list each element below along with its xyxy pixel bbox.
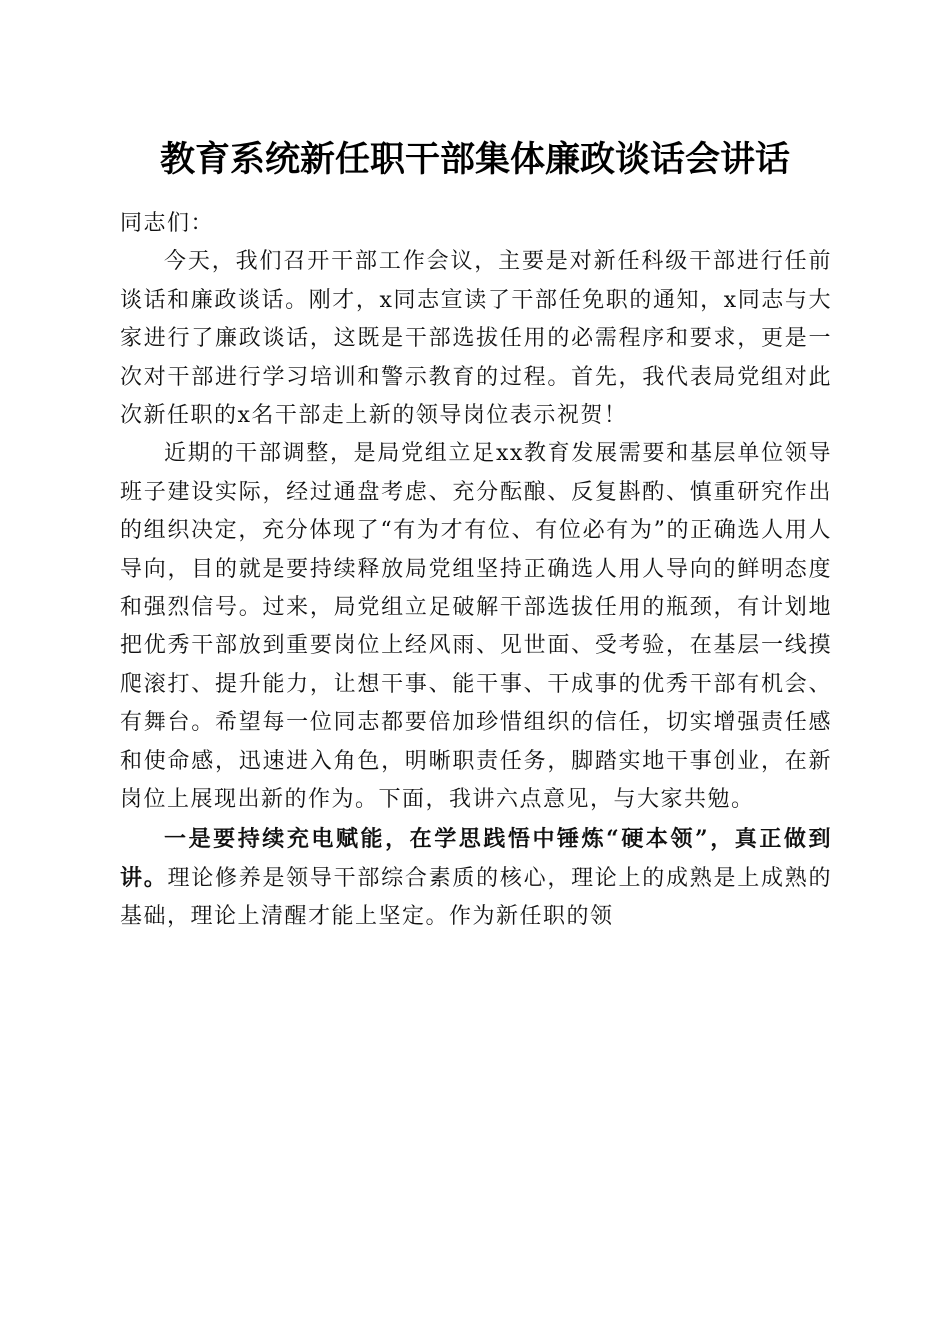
paragraph-opening [120, 243, 832, 435]
paragraph-cadre-adjustment [120, 435, 832, 819]
document-title: 教育系统新任职干部集体廉政谈话会讲话 [159, 139, 790, 180]
paragraph-text: 今天，我们召开干部工作会议，主要是对新任科级干部进行任前谈话和廉政谈话。刚才，x同志宣读了干部任免职的通知，x同志与大家进行了廉政谈话，这既是干部选拔任用的必需程序和要求，更是一次对干部进行学习培训和警示教育的过程。首先，我代表局党组对此次新任职的x名干部走上新的领导岗位表示祝贺！ [120, 249, 832, 429]
paragraph-point-one [120, 820, 832, 937]
point-heading: 一是要持续充电赋能，在学思践悟中锤炼“硬本领”，真正做到讲。 [120, 825, 832, 891]
paragraph-text: 近期的干部调整，是局党组立足xx教育发展需要和基层单位领导班子建设实际，经过通盘考虑、充分酝酿、反复斟酌、慎重研究作出的组织决定，充分体现了“有为才有位、有位必有为”的正确选人用人导向，目的就是要持续释放局党组坚持正确选人用人导向的鲜明态度和强烈信号。过来，局党组立足破解干部选拔任用的瓶颈，有计划地把优秀干部放到重要岗位上经风雨、见世面、受考验，在基层一线摸爬滚打、提升能力，让想干事、能干事、干成事的优秀干部有机会、有舞台。希望每一位同志都要倍加珍惜组织的信任，切实增强责任感和使命感，迅速进入角色，明晰职责任务，脚踏实地干事创业，在新岗位上展现出新的作为。下面，我讲六点意见，与大家共勉。 [120, 441, 832, 813]
paragraph-text: 理论修养是领导干部综合素质的核心，理论上的成熟是上成熟的基础，理论上清醒才能上坚定。作为新任职的领 [120, 865, 832, 930]
salutation: 同志们： [120, 211, 215, 236]
document-body [120, 205, 832, 937]
